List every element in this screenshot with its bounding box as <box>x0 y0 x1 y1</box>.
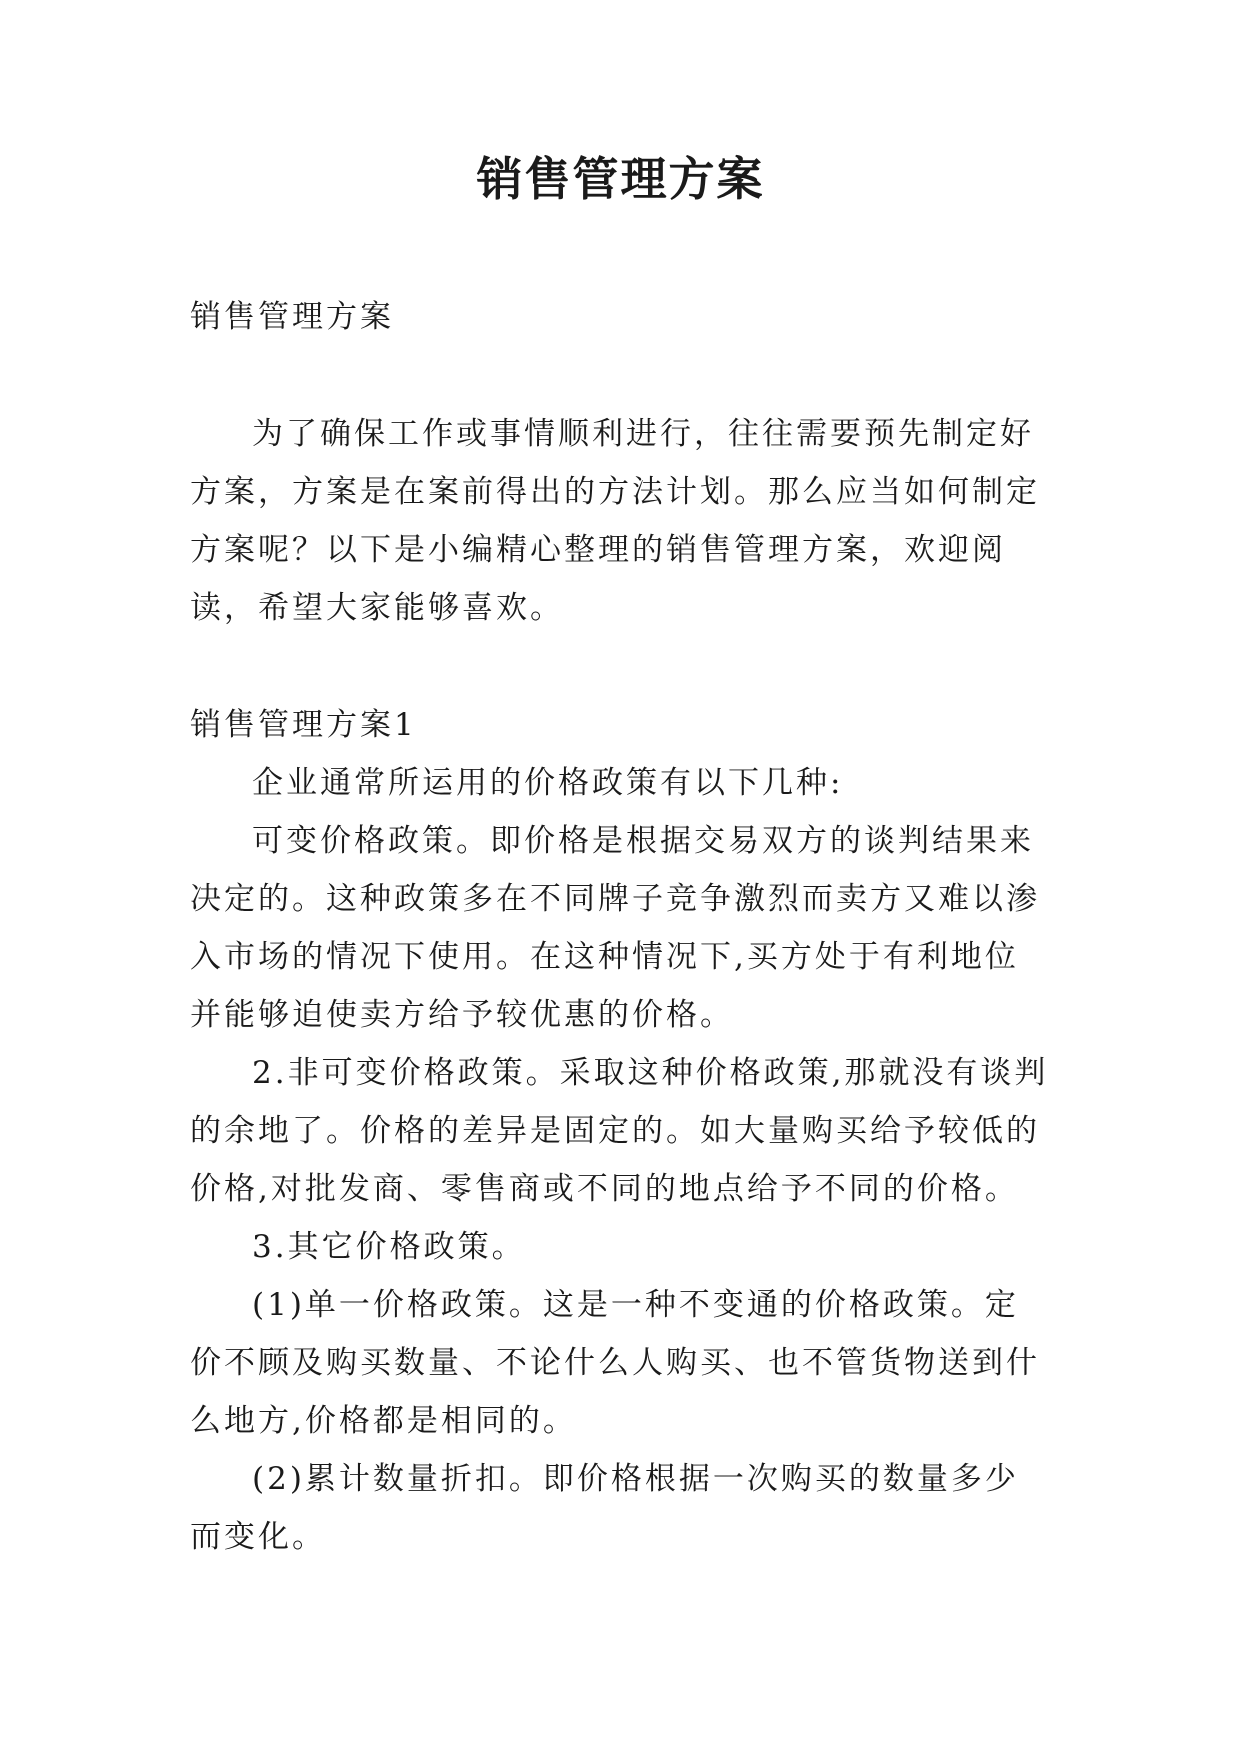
body-paragraph: 企业通常所运用的价格政策有以下几种: <box>252 765 844 801</box>
document-title: 销售管理方案 <box>476 152 765 206</box>
section-heading: 销售管理方案1 <box>190 707 417 743</box>
body-paragraph: 可变价格政策。即价格是根据交易双方的谈判结果来决定的。这种政策多在不同牌子竞争激烈而卖方又难以渗入市场的情况下使用。在这种情况下,买方处于有利地位并能够迫使卖方给予较优惠的价格。 <box>190 823 1040 1033</box>
intro-paragraph: 为了确保工作或事情顺利进行，往往需要预先制定好方案，方案是在案前得出的方法计划。那么应当如何制定方案呢？以下是小编精心整理的销售管理方案，欢迎阅读，希望大家能够喜欢。 <box>190 416 1040 626</box>
body-paragraph: (1)单一价格政策。这是一种不变通的价格政策。定价不顾及购买数量、不论什么人购买、也不管货物送到什么地方,价格都是相同的。 <box>190 1287 1040 1439</box>
body-paragraph: (2)累计数量折扣。即价格根据一次购买的数量多少而变化。 <box>190 1461 1019 1555</box>
body-paragraph: 2.非可变价格政策。采取这种价格政策,那就没有谈判的余地了。价格的差异是固定的。如大量购买给予较低的价格,对批发商、零售商或不同的地点给予不同的价格。 <box>190 1055 1049 1207</box>
section-1 <box>190 696 1050 1566</box>
body-paragraph: 3.其它价格政策。 <box>252 1229 526 1265</box>
document-subtitle: 销售管理方案 <box>190 299 394 335</box>
